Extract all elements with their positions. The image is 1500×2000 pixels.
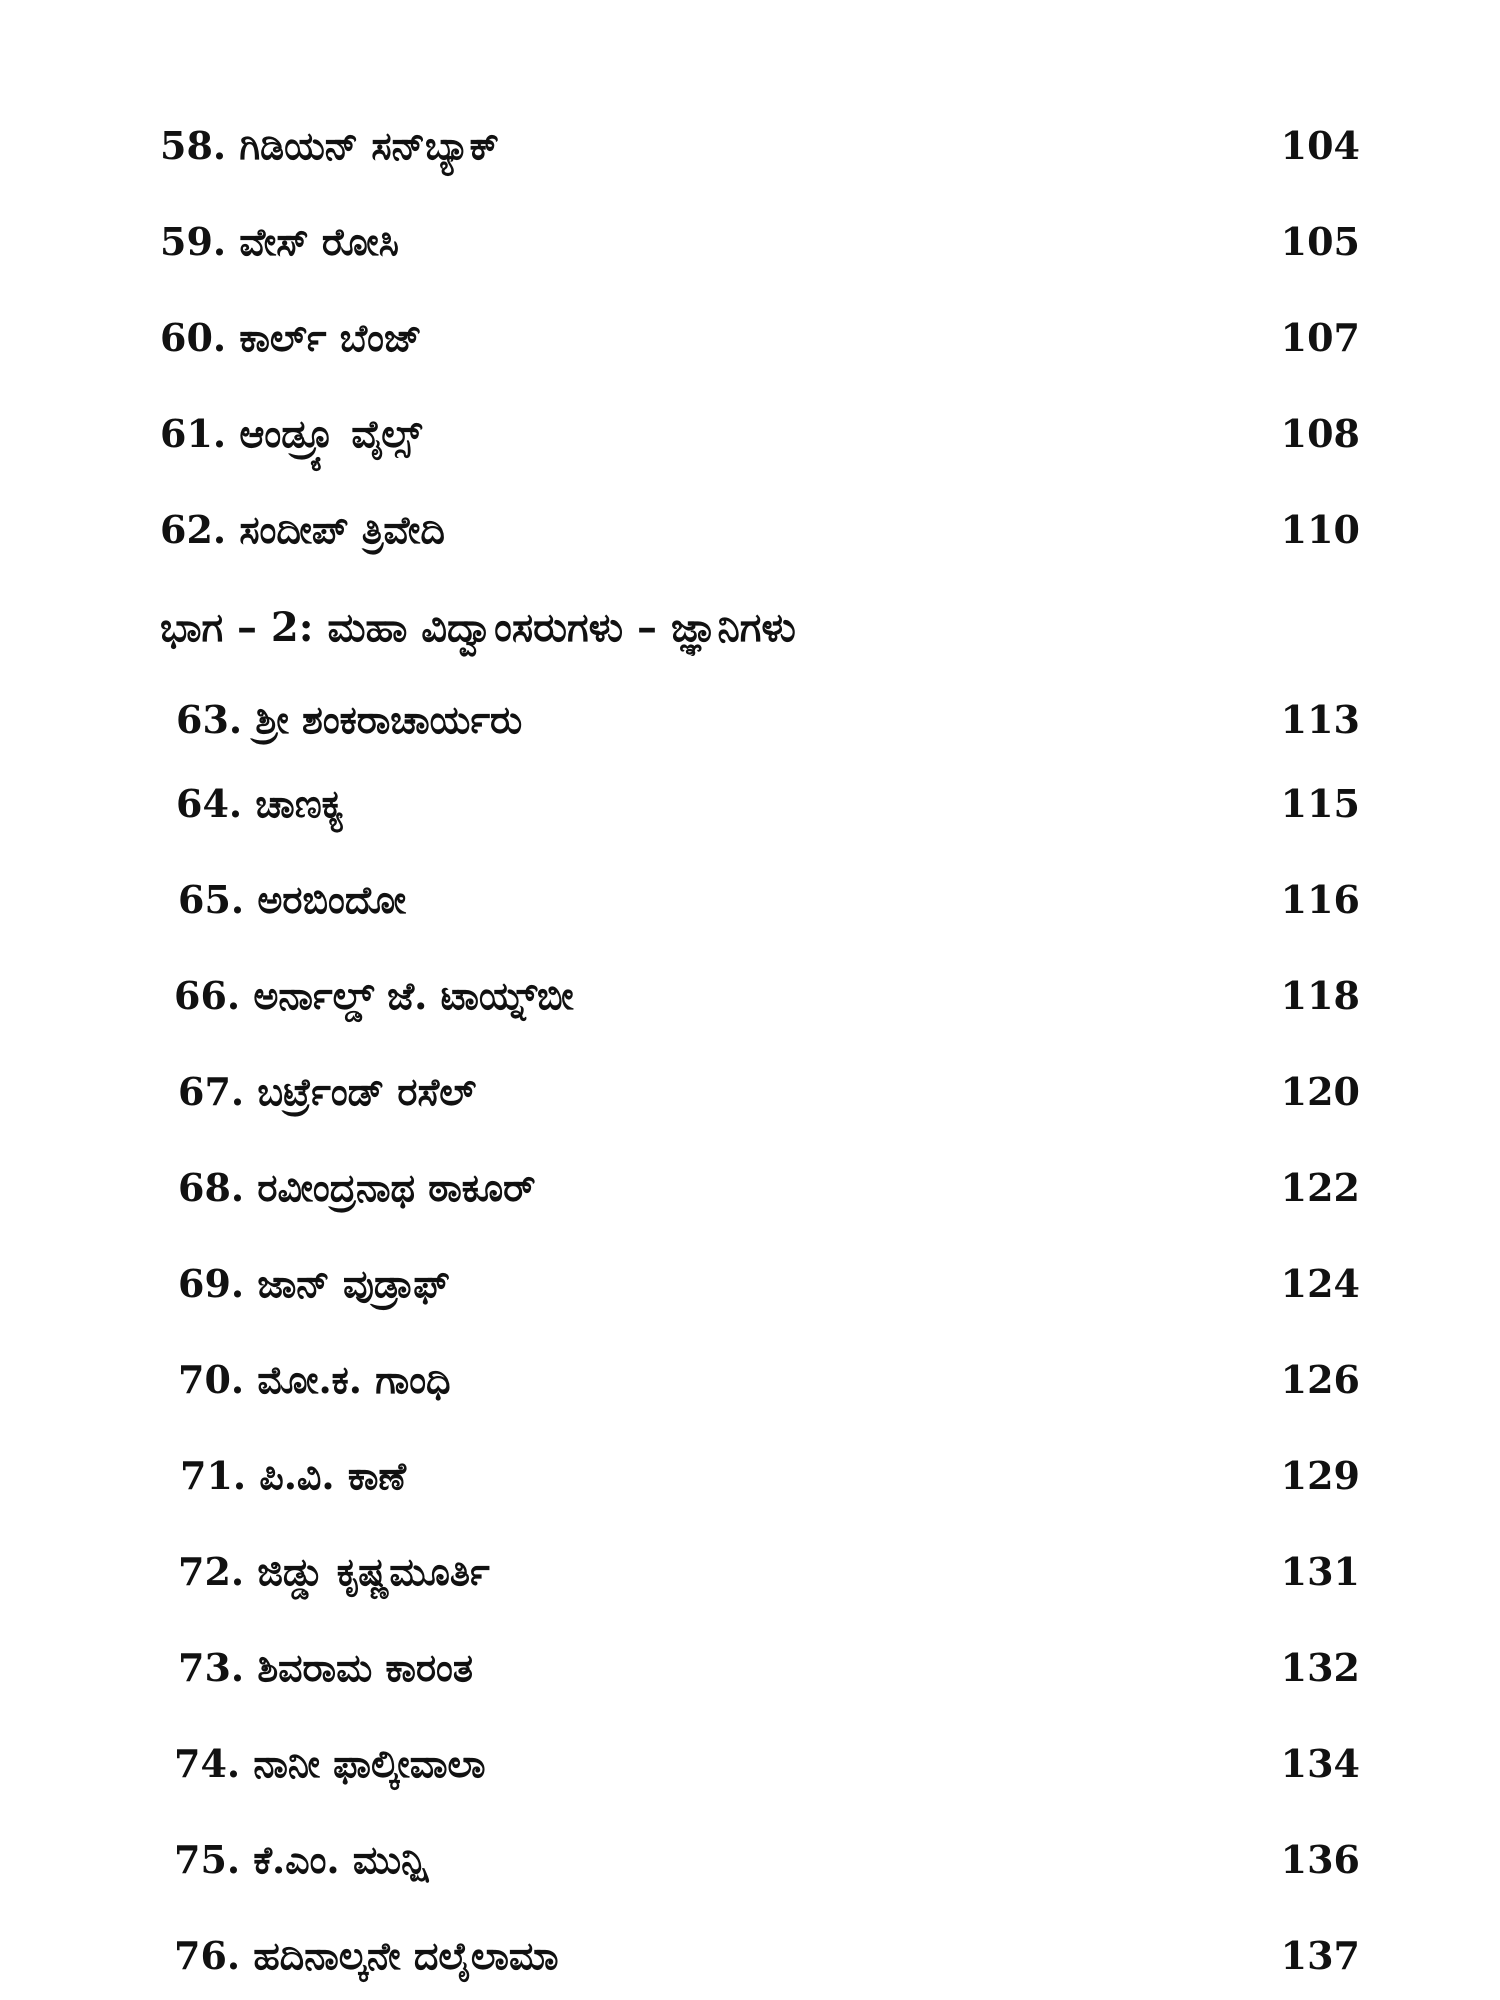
toc-entry [0, 116, 1500, 176]
toc-entry [0, 1254, 1500, 1314]
entry-title: 74. ನಾನೀ ಫಾಲ್ಕೀವಾಲಾ [174, 1741, 486, 1786]
entry-title: 76. ಹದಿನಾಲ್ಕನೇ ದಲೈಲಾಮಾ [174, 1933, 559, 1978]
entry-title: 73. ಶಿವರಾಮ ಕಾರಂತ [178, 1645, 474, 1690]
toc-entry [0, 1638, 1500, 1698]
entry-title: 72. ಜಿಡ್ಡು ಕೃಷ್ಣಮೂರ್ತಿ [178, 1549, 490, 1594]
toc-entry [0, 1158, 1500, 1218]
entry-page-number: 113 [1280, 697, 1360, 742]
entry-title: 59. ವೇಸ್ ರೋಸಿ [160, 219, 399, 264]
entry-page-number: 134 [1280, 1741, 1360, 1786]
toc-entry [0, 1062, 1500, 1122]
entry-page-number: 104 [1280, 123, 1360, 168]
entry-page-number: 122 [1280, 1165, 1360, 1210]
toc-entry [0, 1926, 1500, 1986]
entry-title: 66. ಅರ್ನಾಲ್ಡ್ ಜೆ. ಟಾಯ್ನ್‌ಬೀ [174, 973, 574, 1018]
toc-entry [0, 1830, 1500, 1890]
entry-page-number: 126 [1280, 1357, 1360, 1402]
toc-entry [0, 500, 1500, 560]
entry-page-number: 108 [1280, 411, 1360, 456]
toc-entry [0, 1542, 1500, 1602]
entry-title: 61. ಆಂಡ್ರ್ಯೂ ವೈಲ್ಸ್ [160, 411, 422, 456]
toc-entry [0, 690, 1500, 750]
toc-entry [0, 1350, 1500, 1410]
entry-title: 65. ಅರಬಿಂದೋ [178, 877, 407, 922]
entry-title: 58. ಗಿಡಿಯನ್ ಸನ್‌ಬ್ಯಾಕ್ [160, 123, 500, 168]
toc-entry [0, 1446, 1500, 1506]
toc-entry [0, 308, 1500, 368]
entry-title: 71. ಪಿ.ವಿ. ಕಾಣೆ [180, 1453, 407, 1498]
toc-entry [0, 404, 1500, 464]
entry-title: 64. ಚಾಣಕ್ಯ [176, 781, 344, 826]
entry-title: 69. ಜಾನ್ ವುಡ್ರಾಫ್ [178, 1261, 450, 1306]
entry-page-number: 132 [1280, 1645, 1360, 1690]
entry-page-number: 124 [1280, 1261, 1360, 1306]
toc-entry [0, 774, 1500, 834]
toc-entry [0, 1734, 1500, 1794]
entry-page-number: 116 [1280, 877, 1360, 922]
entry-page-number: 110 [1280, 507, 1360, 552]
entry-page-number: 129 [1280, 1453, 1360, 1498]
entry-title: 63. ಶ್ರೀ ಶಂಕರಾಚಾರ್ಯರು [176, 697, 523, 742]
toc-entry [0, 212, 1500, 272]
entry-page-number: 137 [1280, 1933, 1360, 1978]
entry-title: 70. ಮೋ.ಕ. ಗಾಂಧಿ [178, 1357, 451, 1402]
entry-title: 68. ರವೀಂದ್ರನಾಥ ಠಾಕೂರ್ [178, 1165, 536, 1210]
entry-title: 60. ಕಾರ್ಲ್ ಬೆಂಜ್ [160, 315, 422, 360]
toc-entry [0, 966, 1500, 1026]
entry-page-number: 120 [1280, 1069, 1360, 1114]
toc-entry [0, 870, 1500, 930]
entry-title: 62. ಸಂದೀಪ್ ತ್ರಿವೇದಿ [160, 507, 445, 552]
section-heading: ಭಾಗ – 2: ಮಹಾ ವಿದ್ವಾಂಸರುಗಳು – ಜ್ಞಾನಿಗಳು [160, 604, 796, 651]
entry-page-number: 105 [1280, 219, 1360, 264]
entry-title: 67. ಬರ್ಟ್ರೆಂಡ್ ರಸೆಲ್ [178, 1069, 477, 1114]
entry-page-number: 131 [1280, 1549, 1360, 1594]
entry-page-number: 107 [1280, 315, 1360, 360]
entry-page-number: 118 [1280, 973, 1360, 1018]
entry-page-number: 115 [1280, 781, 1360, 826]
entry-title: 75. ಕೆ.ಎಂ. ಮುನ್ಷಿ [174, 1837, 429, 1882]
entry-page-number: 136 [1280, 1837, 1360, 1882]
